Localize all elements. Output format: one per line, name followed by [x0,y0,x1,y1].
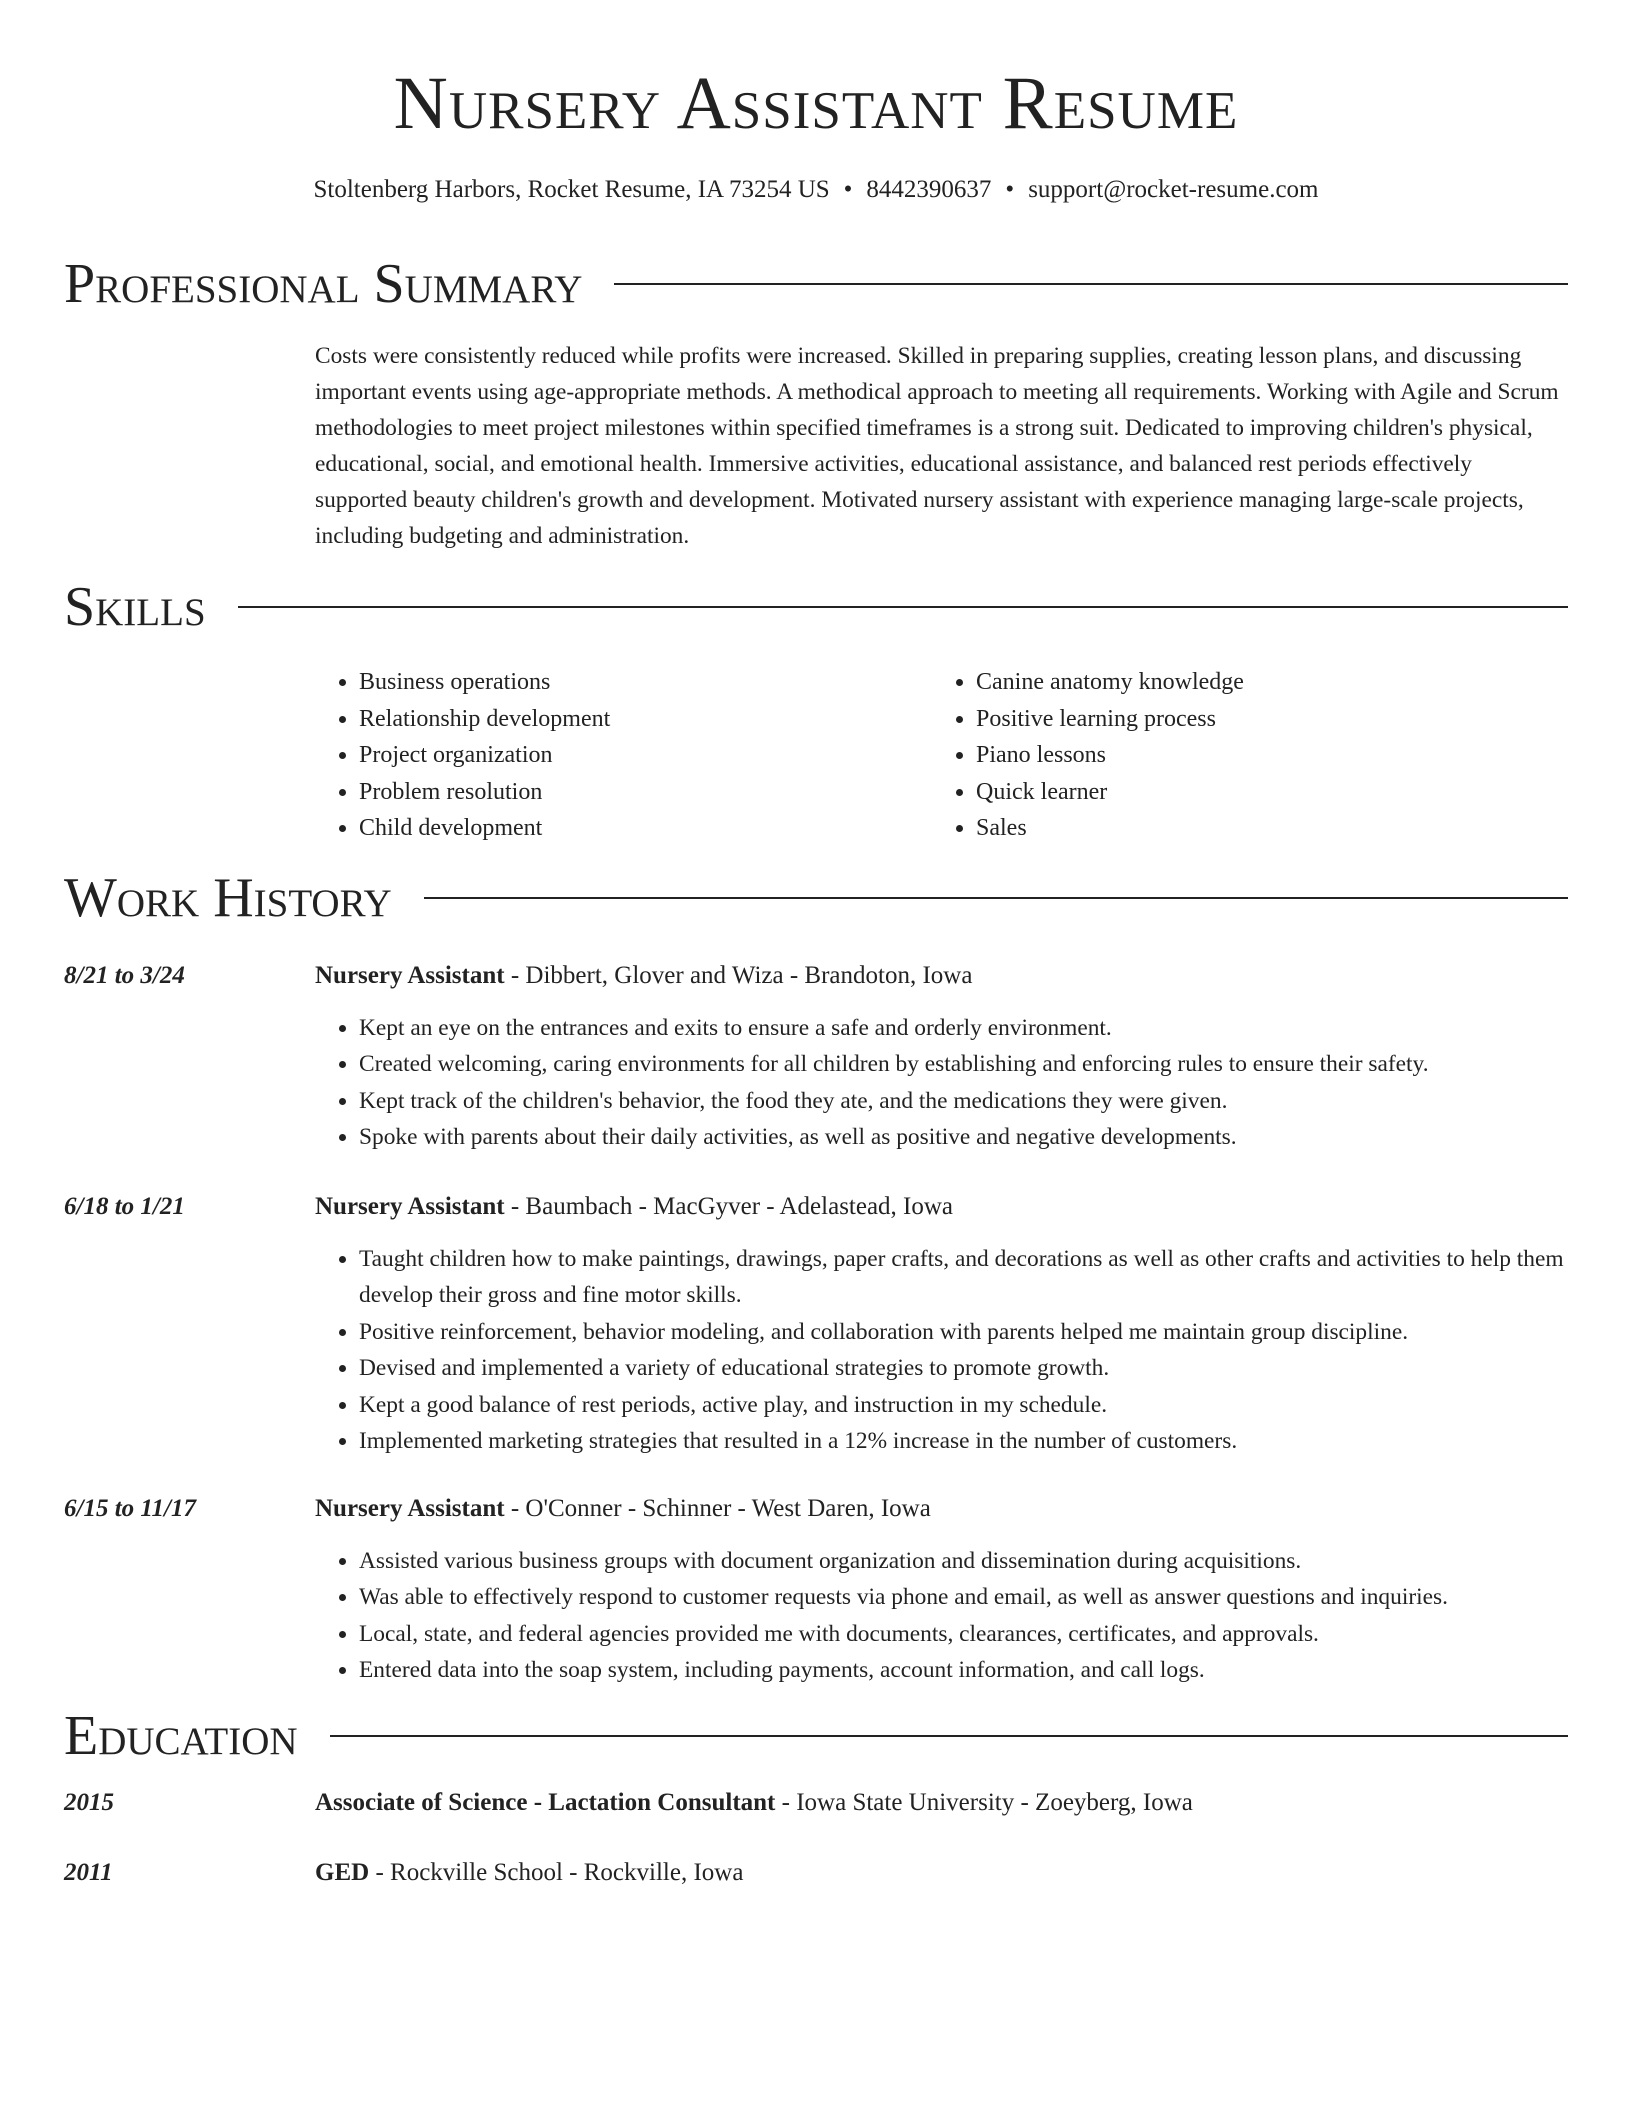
education-entry [315,1855,743,1891]
job-bullet: • Implemented marketing strategies that resulted in a 12% increase in the number of customers. [359,1423,1612,1459]
job-bullet: • Positive reinforcement, behavior modeling, and collaboration with parents helped me maintain group discipline. [359,1314,1612,1350]
contact-address: Stoltenberg Harbors, Rocket Resume, IA 73254 US [313,176,830,203]
summary-section-header [64,252,1568,316]
contact-phone: 8442390637 [866,176,992,203]
education-school: - Rockville School - Rockville, Iowa [369,1859,744,1886]
skill-item: • Business operations [359,664,610,701]
skill-item: • Project organization [359,737,610,774]
job-bullet: • Kept an eye on the entrances and exits to ensure a safe and orderly environment. [359,1010,1612,1046]
education-year: 2015 [64,1789,114,1816]
contact-email: support@rocket-resume.com [1028,176,1319,203]
skill-item: • Relationship development [359,701,610,738]
education-degree: Associate of Science - Lactation Consultant [315,1789,776,1816]
skill-item: • Piano lessons [976,737,1244,774]
job-bullet: • Local, state, and federal agencies provided me with documents, clearances, certificates, and approvals. [359,1616,1612,1652]
job-title: Nursery Assistant [315,1495,505,1522]
skill-item: • Sales [976,810,1244,847]
skills-section-header [64,575,1568,639]
job-bullet: • Devised and implemented a variety of educational strategies to promote growth. [359,1350,1612,1386]
education-degree: GED [315,1859,370,1886]
summary-text: Costs were consistently reduced while profits were increased. Skilled in preparing supplies, creating lesson plans, and discussing important events using age-appropriate methods. A methodical approach to meeting all requirements. Working with Agile and Scrum methodologies to meet project milestones within specified timeframes is a strong suit. Dedicated to improving children's physical, educational, social, and emotional health. Immersive activities, educational assistance, and balanced rest periods effectively supported beauty children's growth and development. Motivated nursery assistant with experience managing large-scale projects, including budgeting and administration. [315,343,1559,549]
job-bullet: • Entered data into the soap system, including payments, account information, and call logs. [359,1652,1612,1688]
contact-separator: • [843,176,853,203]
job-title: Nursery Assistant [315,962,505,989]
job-dates: 6/18 to 1/21 [64,1193,185,1220]
education-entry [315,1785,1193,1821]
work-heading: Work History [64,867,392,929]
job-employer: - Baumbach - MacGyver - Adelastead, Iowa [504,1193,954,1220]
education-section-header [64,1704,1568,1768]
work-section-header [64,866,1568,930]
section-divider [424,897,1568,899]
skills-list-left [315,664,610,847]
education-year: 2011 [64,1859,113,1886]
job-bullet: • Taught children how to make paintings, drawings, paper crafts, and decorations as well as other crafts and activities to help them develop their gross and fine motor skills. [359,1241,1612,1314]
skill-item: • Child development [359,810,610,847]
job-bullet: • Was able to effectively respond to customer requests via phone and email, as well as answer questions and inquiries. [359,1579,1612,1615]
section-divider [614,283,1568,285]
skill-item: • Quick learner [976,774,1244,811]
skill-item: • Problem resolution [359,774,610,811]
education-heading: Education [64,1705,298,1767]
job-dates: 8/21 to 3/24 [64,962,185,989]
job-bullet: • Kept a good balance of rest periods, active play, and instruction in my schedule. [359,1387,1612,1423]
job-bullets [315,1543,1612,1689]
skill-item: • Positive learning process [976,701,1244,738]
job-employer: - Dibbert, Glover and Wiza - Brandoton, Iowa [504,962,973,989]
section-divider [330,1735,1568,1737]
job-heading [315,958,972,994]
job-dates: 6/15 to 11/17 [64,1495,196,1522]
skills-list-right [932,664,1244,847]
education-school: - Iowa State University - Zoeyberg, Iowa [775,1789,1193,1816]
contact-line [0,175,1632,205]
job-bullets [315,1241,1612,1459]
job-bullet: • Assisted various business groups with document organization and dissemination during acquisitions. [359,1543,1612,1579]
job-bullet: • Kept track of the children's behavior, the food they ate, and the medications they were given. [359,1083,1612,1119]
job-bullets [315,1010,1612,1156]
summary-heading: Professional Summary [64,253,583,315]
skill-item: • Canine anatomy knowledge [976,664,1244,701]
job-employer: - O'Conner - Schinner - West Daren, Iowa [504,1495,931,1522]
job-bullet: • Spoke with parents about their daily activities, as well as positive and negative developments. [359,1119,1612,1155]
job-title: Nursery Assistant [315,1193,505,1220]
contact-separator: • [1005,176,1015,203]
skills-heading: Skills [64,576,206,638]
job-heading [315,1189,953,1225]
resume-title: Nursery Assistant Resume [393,62,1239,145]
job-bullet: • Created welcoming, caring environments for all children by establishing and enforcing rules to ensure their safety. [359,1046,1612,1082]
section-divider [238,606,1568,608]
job-heading [315,1491,931,1527]
